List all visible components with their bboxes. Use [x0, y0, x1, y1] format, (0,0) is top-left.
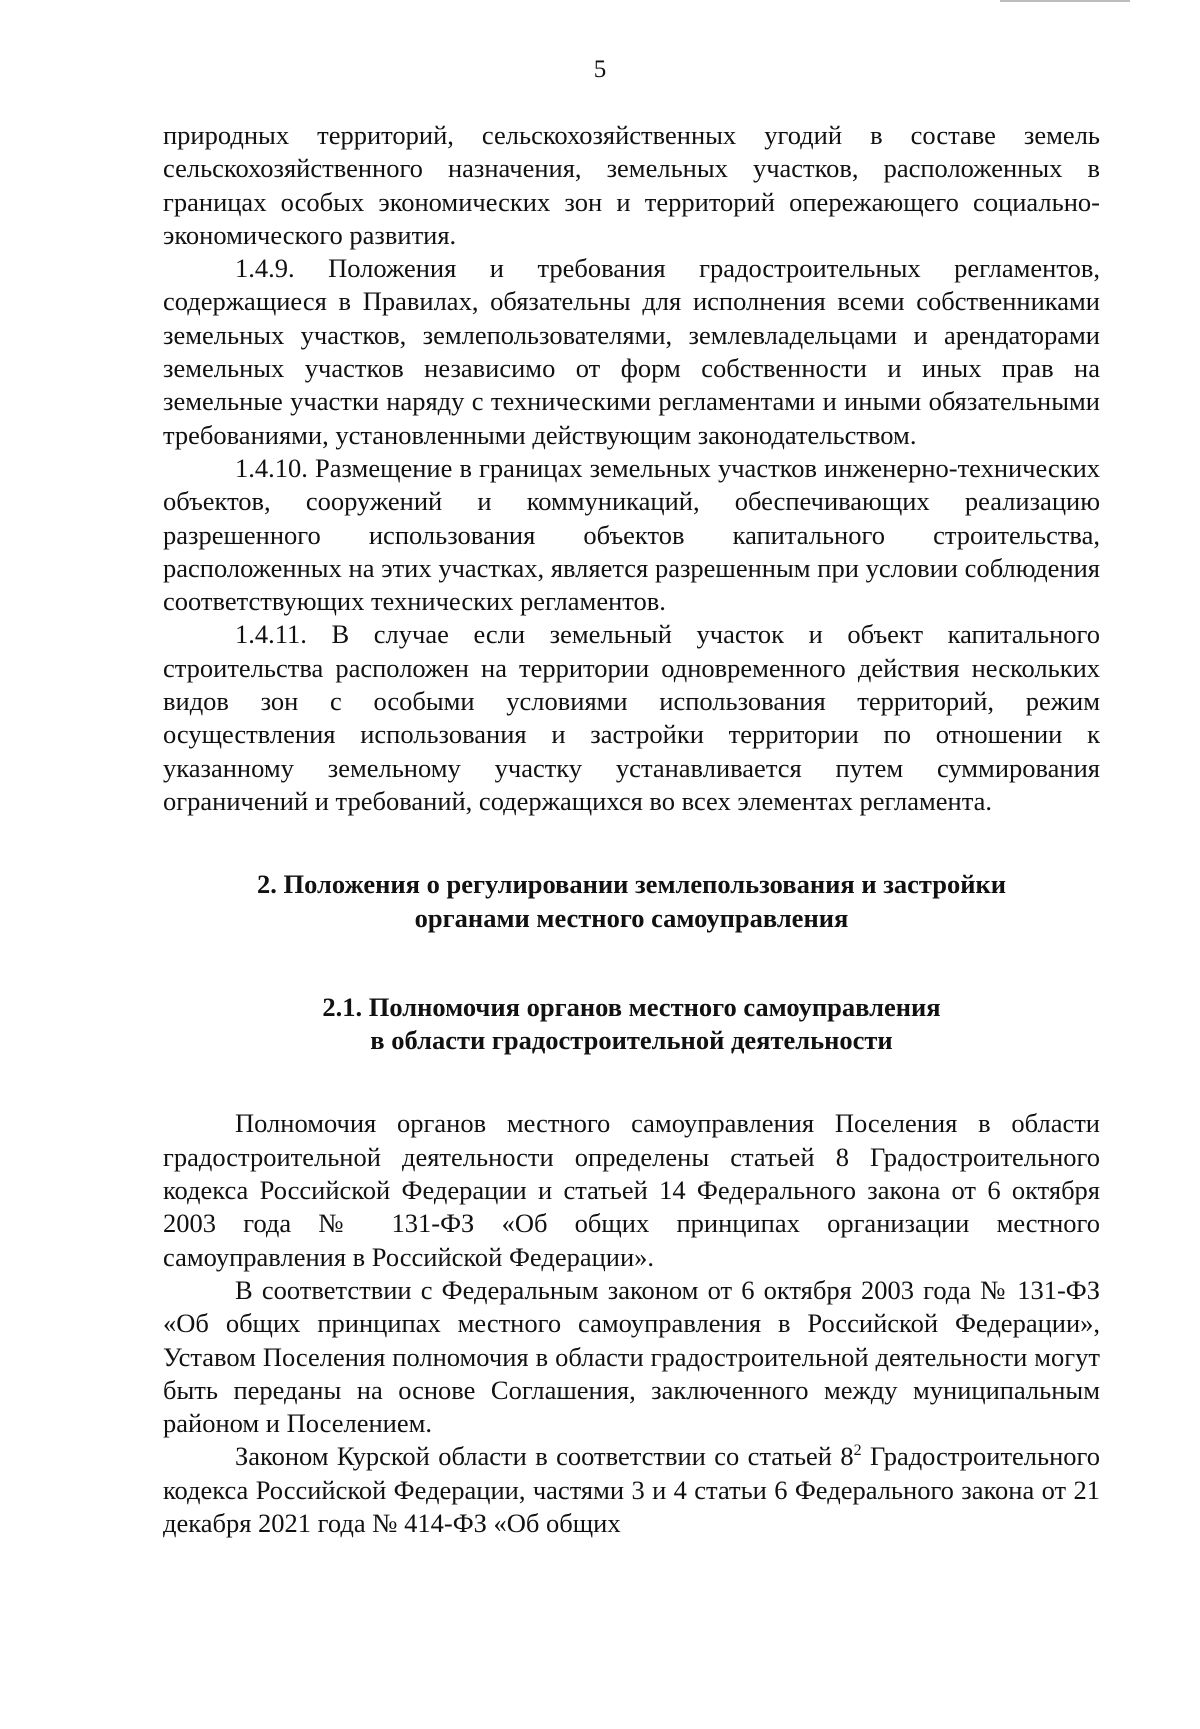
paragraph-1-4-10: 1.4.10. Размещение в границах земельных участков инженерно-технических объектов, сооружений и коммуникаций, обеспечивающих реализацию разрешенного использования объектов капитального строительства, расположенных на этих участках, является разрешенным при условии соблюдения соответствующих технических регламентов. — [163, 452, 1100, 617]
kursk-law-text-end: Градостроительного кодекса Российской Федерации, частями 3 и 4 статьи 6 Федерального закона от 21 декабря 2021 года № 414-ФЗ «Об общих — [163, 1441, 1100, 1538]
page-number: 5 — [593, 56, 607, 83]
paragraph-1-4-11: 1.4.11. В случае если земельный участок и объект капитального строительства расположен на территории одновременного действия нескольких видов зон с особыми условиями использования территорий, режим осуществления использования и застройки территории по отношении к указанному земельному участку устанавливается путем суммирования ограничений и требований, содержащихся во всех элементах регламента. — [163, 619, 1100, 816]
paragraph-federal-law: В соответствии с Федеральным законом от 6 октября 2003 года № 131-ФЗ «Об общих принципах местного самоуправления в Российской Федерации», Уставом Поселения полномочия в области градостроительной деятельности могут быть переданы на основе Соглашения, заключенного между муниципальным районом и Поселением. — [163, 1274, 1100, 1439]
section-2-1-heading — [163, 991, 1100, 1058]
paragraph-continuation: природных территорий, сельскохозяйственных угодий в составе земель сельскохозяйственного назначения, земельных участков, расположенных в границах особых экономических зон и территорий опережающего социально-экономического развития. — [163, 120, 1100, 250]
document-body — [163, 119, 1100, 1540]
kursk-law-text-start: Законом Курской области в соответствии со статьей 8 — [235, 1441, 854, 1472]
section-2-heading-line-2: органами местного самоуправления — [414, 902, 849, 933]
paragraph-powers: Полномочия органов местного самоуправления Поселения в области градостроительной деятельности определены статьей 8 Градостроительного кодекса Российской Федерации и статьей 14 Федерального закона от 6 октября 2003 года № 131-ФЗ «Об общих принципах организации местного самоуправления в Российской Федерации». — [163, 1108, 1100, 1272]
section-2-1-heading-line-2: в области градостроительной деятельности — [370, 1025, 893, 1056]
paragraph-kursk-law — [163, 1440, 1100, 1540]
section-2-heading-line-1: 2. Положения о регулировании землепользования и застройки — [256, 869, 1007, 900]
article-superscript: 2 — [853, 1442, 862, 1460]
scan-edge-mark — [1000, 0, 1130, 2]
section-2-heading — [163, 868, 1100, 935]
paragraph-1-4-9: 1.4.9. Положения и требования градостроительных регламентов, содержащиеся в Правилах, обязательны для исполнения всеми собственниками земельных участков, землепользователями, землевладельцами и арендаторами земельных участков независимо от форм собственности и иных прав на земельные участки наряду с техническими регламентами и иными обязательными требованиями, установленными действующим законодательством. — [163, 253, 1100, 450]
section-2-1-heading-line-1: 2.1. Полномочия органов местного самоуправления — [322, 991, 941, 1022]
